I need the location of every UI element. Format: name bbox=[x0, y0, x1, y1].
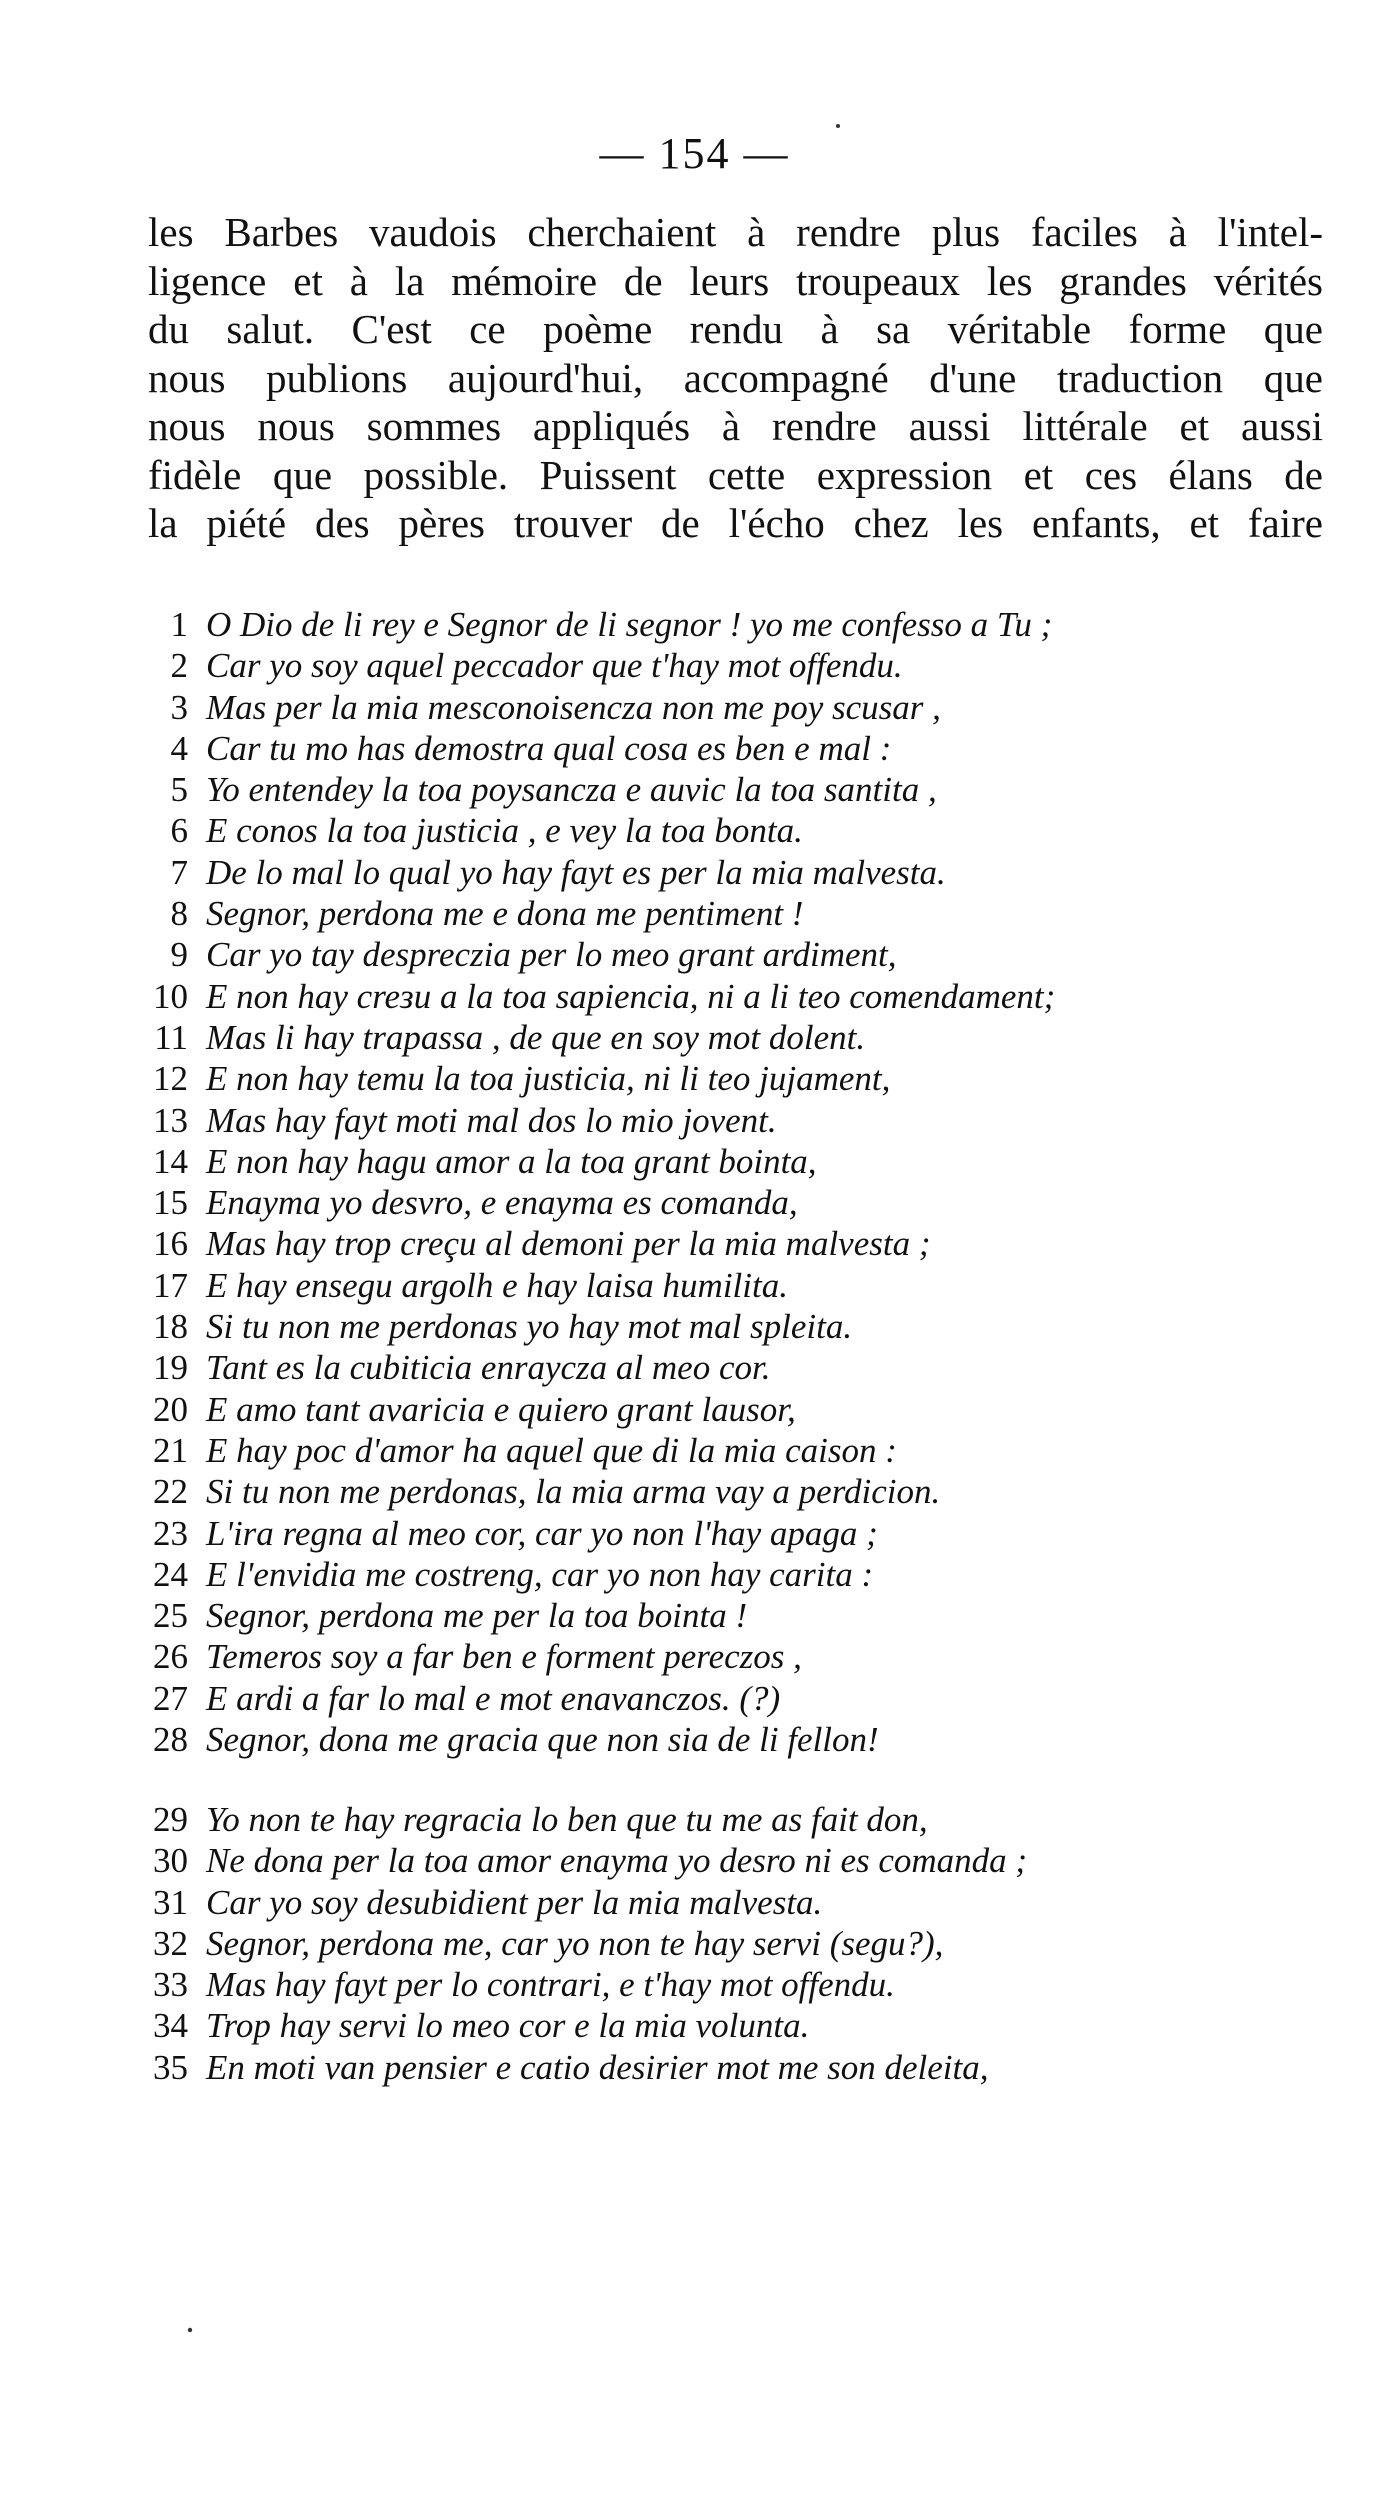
verse-number: 35 bbox=[153, 2047, 188, 2087]
verse-number: 20 bbox=[153, 1389, 188, 1429]
verse-text: Car yo soy desubidient per la mia malvesta. bbox=[206, 1882, 823, 1922]
verse-number: 23 bbox=[153, 1513, 188, 1553]
verse-text: E non hay creзu a la toa sapiencia, ni a li teo comendament; bbox=[206, 976, 1056, 1016]
verse-text: E conos la toa justicia , e vey la toa bonta. bbox=[206, 811, 803, 851]
verse-text: E amo tant avaricia e quiero grant lausor, bbox=[206, 1389, 796, 1429]
verse-text: L'ira regna al meo cor, car yo non l'hay apaga ; bbox=[206, 1513, 878, 1553]
verse-text: Mas per la mia mesconoisencza non me poy scusar , bbox=[206, 687, 941, 727]
verse-number: 28 bbox=[153, 1720, 188, 1760]
verse-text: Car tu mo has demostra qual cosa es ben e mal : bbox=[206, 728, 892, 768]
verse-number: 3 bbox=[170, 687, 188, 727]
verse-text: Si tu non me perdonas, la mia arma vay a perdicion. bbox=[206, 1472, 941, 1512]
verse-number: 14 bbox=[153, 1141, 188, 1181]
verse-number: 32 bbox=[153, 1923, 188, 1963]
prose-line: les Barbes vaudois cherchaient à rendre plus faciles à l'intel- bbox=[148, 209, 1323, 255]
verse-text: E ardi a far lo mal e mot enavanczos. (?) bbox=[206, 1678, 781, 1718]
verse-number: 7 bbox=[170, 852, 188, 892]
verse-number: 30 bbox=[153, 1841, 188, 1881]
verse-text: Enayma yo desvro, e enayma es comanda, bbox=[206, 1183, 798, 1223]
verse-text: De lo mal lo qual yo hay fayt es per la mia malvesta. bbox=[206, 852, 946, 892]
verse-number: 12 bbox=[153, 1059, 188, 1099]
verse-number: 15 bbox=[153, 1183, 188, 1223]
verse-number: 24 bbox=[153, 1554, 188, 1594]
verse-number: 1 bbox=[170, 605, 188, 644]
verse-text: Yo non te hay regracia lo ben que tu me as fait don, bbox=[206, 1800, 928, 1839]
verse-text: Car yo tay despreczia per lo meo grant ardiment, bbox=[206, 935, 897, 975]
ink-speck bbox=[188, 2328, 192, 2332]
verse-number: 9 bbox=[170, 935, 188, 975]
verse-number: 10 bbox=[153, 976, 188, 1016]
verse-number: 22 bbox=[153, 1472, 188, 1512]
verse-text: Segnor, dona me gracia que non sia de li fellon! bbox=[206, 1720, 879, 1760]
ink-speck bbox=[836, 124, 840, 128]
verse-text: Temeros soy a far ben e forment pereczos , bbox=[206, 1637, 802, 1677]
verse-text: E l'envidia me costreng, car yo non hay carita : bbox=[206, 1554, 874, 1594]
verse-text: E hay poc d'amor ha aquel que di la mia caison : bbox=[206, 1430, 897, 1470]
verse-text: En moti van pensier e catio desirier mot me son deleita, bbox=[206, 2047, 989, 2087]
verse-number: 6 bbox=[170, 811, 188, 851]
prose-line: ligence et à la mémoire de leurs troupeaux les grandes vérités bbox=[148, 257, 1323, 304]
verse-number: 27 bbox=[153, 1678, 188, 1718]
verse-number: 26 bbox=[153, 1637, 188, 1677]
verse-text: Ne dona per la toa amor enayma yo desro ni es comanda ; bbox=[206, 1841, 1028, 1881]
prose-line: la piété des pères trouver de l'écho chez les enfants, et faire bbox=[148, 500, 1323, 546]
verse-number: 8 bbox=[170, 894, 188, 934]
verse-number: 34 bbox=[153, 2006, 188, 2046]
verse-number: 19 bbox=[153, 1348, 188, 1388]
verse-text: Si tu non me perdonas yo hay mot mal spleita. bbox=[206, 1307, 853, 1347]
verse-text: E non hay temu la toa justicia, ni li teo jujament, bbox=[206, 1059, 891, 1099]
verse-number: 2 bbox=[170, 646, 188, 686]
prose-line: nous nous sommes appliqués à rendre aussi littérale et aussi bbox=[148, 403, 1323, 449]
page-number: — 154 — bbox=[599, 129, 790, 178]
verse-text: Tant es la cubiticia enraycza al meo cor. bbox=[206, 1348, 771, 1388]
verse-text: Segnor, perdona me per la toa bointa ! bbox=[206, 1596, 748, 1636]
verse-text: Mas hay fayt per lo contrari, e t'hay mot offendu. bbox=[206, 1965, 895, 2005]
verse-number: 13 bbox=[153, 1100, 188, 1140]
verse-text: Car yo soy aquel peccador que t'hay mot offendu. bbox=[206, 646, 903, 686]
verse-text: E non hay hagu amor a la toa grant bointa, bbox=[206, 1141, 817, 1181]
prose-line: nous publions aujourd'hui, accompagné d'une traduction que bbox=[148, 354, 1323, 401]
verse-number: 17 bbox=[153, 1265, 188, 1305]
verse-text: Mas hay trop creçu al demoni per la mia malvesta ; bbox=[206, 1224, 931, 1264]
prose-line: fidèle que possible. Puissent cette expression et ces élans de bbox=[148, 451, 1323, 498]
verse-number: 33 bbox=[153, 1965, 188, 2005]
verse-number: 21 bbox=[153, 1430, 188, 1470]
verse-text: Mas li hay trapassa , de que en soy mot dolent. bbox=[206, 1017, 866, 1057]
verse-text: O Dio de li rey e Segnor de li segnor ! yo me confesso a Tu ; bbox=[206, 605, 1053, 644]
verse-number: 11 bbox=[154, 1017, 188, 1057]
verse-text: Trop hay servi lo meo cor e la mia volunta. bbox=[206, 2006, 810, 2046]
verse-text: Segnor, perdona me, car yo non te hay servi (segu?), bbox=[206, 1923, 944, 1963]
verse-number: 31 bbox=[153, 1882, 188, 1922]
verse-number: 16 bbox=[153, 1224, 188, 1264]
verse-number: 4 bbox=[170, 728, 188, 768]
verse-text: Mas hay fayt moti mal dos lo mio jovent. bbox=[206, 1100, 777, 1140]
verse-number: 29 bbox=[153, 1800, 188, 1839]
prose-line: du salut. C'est ce poème rendu à sa véritable forme que bbox=[148, 306, 1323, 352]
verse-text: Yo entendey la toa poysancza e auvic la toa santita , bbox=[206, 770, 937, 810]
verse-number: 18 bbox=[153, 1307, 188, 1347]
verse-number: 25 bbox=[153, 1596, 188, 1636]
verse-number: 5 bbox=[170, 770, 188, 810]
verse-text: Segnor, perdona me e dona me pentiment ! bbox=[206, 894, 804, 934]
verse-text: E hay ensegu argolh e hay laisa humilita. bbox=[206, 1265, 788, 1305]
